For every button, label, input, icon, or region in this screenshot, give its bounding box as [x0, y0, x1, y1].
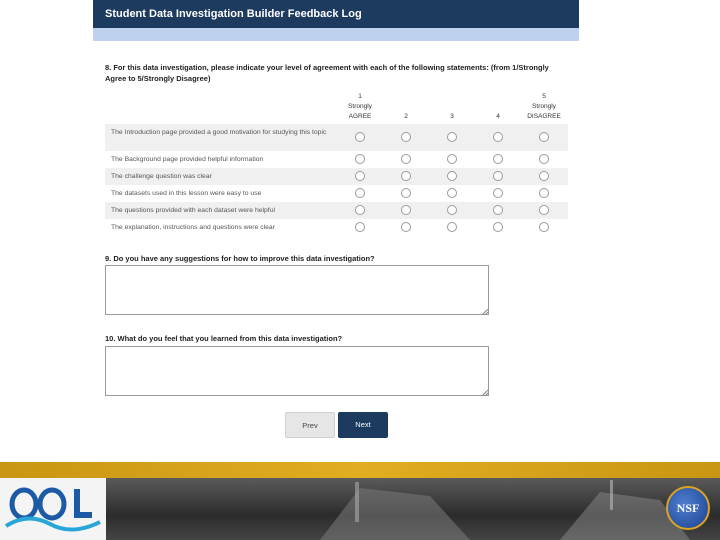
- column-3-word: [427, 102, 477, 112]
- scroll-clip: [93, 396, 579, 402]
- radio-button[interactable]: [401, 205, 411, 215]
- radio-button[interactable]: [401, 154, 411, 164]
- radio-button[interactable]: [447, 154, 457, 164]
- radio-button[interactable]: [355, 154, 365, 164]
- statement-label: The Background page provided helpful information: [111, 156, 264, 163]
- column-3-number: [427, 92, 477, 102]
- radio-button[interactable]: [401, 188, 411, 198]
- statement-label: The datasets used in this lesson were easy to use: [111, 190, 262, 197]
- question-8-prompt: 8. For this data investigation, please indicate your level of agreement with each of the following statements: (from 1/Strongly Agree to 5/Strongly Disagree): [105, 63, 549, 83]
- statement-label: The challenge question was clear: [111, 173, 212, 180]
- question-9-textarea[interactable]: [105, 265, 489, 315]
- nsf-seal-text: NSF: [676, 501, 700, 515]
- column-5-number: 5: [542, 93, 546, 100]
- radio-button[interactable]: [539, 188, 549, 198]
- radio-button[interactable]: [493, 132, 503, 142]
- radio-button[interactable]: [355, 132, 365, 142]
- radio-button[interactable]: [447, 222, 457, 232]
- question-10-prompt: 10. What do you feel that you learned from this data investigation?: [105, 334, 343, 343]
- next-button[interactable]: Next: [338, 412, 388, 438]
- page-title: Student Data Investigation Builder Feedback Log: [105, 8, 362, 20]
- radio-button[interactable]: [355, 171, 365, 181]
- likert-row: [105, 185, 568, 202]
- radio-button[interactable]: [447, 188, 457, 198]
- likert-row: [105, 151, 568, 168]
- statement-label: The questions provided with each dataset were helpful: [111, 207, 275, 214]
- column-1-label: AGREE: [348, 113, 372, 120]
- likert-row: [105, 219, 568, 232]
- radio-button[interactable]: [539, 154, 549, 164]
- question-10-textarea[interactable]: [105, 346, 489, 396]
- resize-handle-icon[interactable]: [482, 309, 488, 315]
- column-2-number: [381, 92, 431, 102]
- statement-label: The Introduction page provided a good motivation for studying this topic: [111, 129, 327, 136]
- radio-button[interactable]: [401, 171, 411, 181]
- column-header-1: [335, 92, 385, 122]
- feedback-panel: [93, 0, 579, 466]
- radio-button[interactable]: [355, 188, 365, 198]
- radio-button[interactable]: [539, 132, 549, 142]
- title-bar: [93, 0, 579, 28]
- column-5-label: DISAGREE: [527, 113, 561, 120]
- column-2-word: [381, 102, 431, 112]
- radio-button[interactable]: [493, 188, 503, 198]
- column-4-word: [473, 102, 523, 112]
- radio-button[interactable]: [539, 205, 549, 215]
- question-9-prompt: 9. Do you have any suggestions for how to improve this data investigation?: [105, 254, 375, 263]
- radio-button[interactable]: [539, 171, 549, 181]
- column-header-2: [381, 92, 431, 122]
- column-3-label: 3: [450, 113, 454, 120]
- statement-label: The explanation, instructions and questions were clear: [111, 224, 275, 231]
- likert-row: [105, 202, 568, 219]
- radio-button[interactable]: [401, 222, 411, 232]
- ocean-equipment-photo: [0, 478, 720, 540]
- column-4-label: 4: [496, 113, 500, 120]
- column-1-number: 1: [358, 93, 362, 100]
- column-header-3: [427, 92, 477, 122]
- column-1-word: Strongly: [348, 103, 372, 110]
- radio-button[interactable]: [493, 222, 503, 232]
- radio-button[interactable]: [355, 222, 365, 232]
- column-header-5: [519, 92, 569, 122]
- header-subbar: [93, 28, 579, 41]
- radio-button[interactable]: [401, 132, 411, 142]
- nsf-seal: [666, 486, 710, 530]
- likert-row: [105, 124, 568, 151]
- radio-button[interactable]: [539, 222, 549, 232]
- radio-button[interactable]: [447, 132, 457, 142]
- column-header-4: [473, 92, 523, 122]
- radio-button[interactable]: [493, 154, 503, 164]
- column-2-label: 2: [404, 113, 408, 120]
- column-5-word: Strongly: [532, 103, 556, 110]
- radio-button[interactable]: [447, 171, 457, 181]
- footer-gold-band: [0, 462, 720, 478]
- radio-button[interactable]: [355, 205, 365, 215]
- prev-button[interactable]: Prev: [285, 412, 335, 438]
- radio-button[interactable]: [447, 205, 457, 215]
- radio-button[interactable]: [493, 205, 503, 215]
- footer-photo-banner: [0, 478, 720, 540]
- column-4-number: [473, 92, 523, 102]
- radio-button[interactable]: [493, 171, 503, 181]
- likert-row: [105, 168, 568, 185]
